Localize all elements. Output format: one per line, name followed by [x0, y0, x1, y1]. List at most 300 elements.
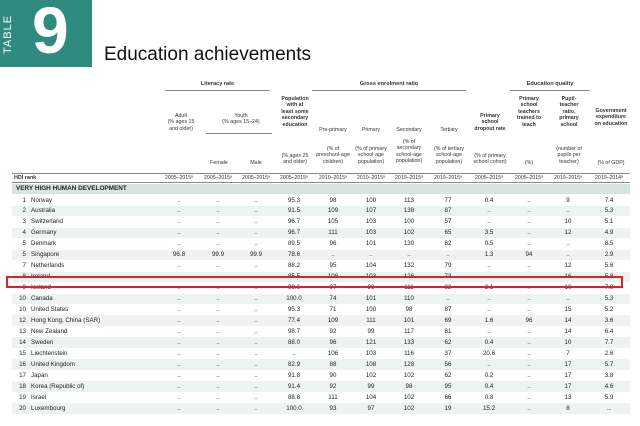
table-cell: 0.8	[484, 393, 494, 401]
table-cell: ..	[566, 207, 570, 215]
table-cell: ..	[527, 295, 531, 303]
table-cell: 117	[404, 327, 414, 335]
hdi-rank: 14	[19, 338, 26, 346]
table-cell: 95	[444, 382, 452, 390]
table-cell: 0.4	[484, 382, 494, 390]
table-cell: ..	[254, 371, 258, 379]
table-cell: 5.1	[604, 218, 614, 226]
table-cell: ..	[254, 306, 258, 313]
col-tertiary-unit: (% of tertiary school-age population)	[433, 146, 465, 165]
table-cell: 0.5	[484, 240, 494, 248]
table-cell: 89.5	[287, 240, 301, 248]
col-tertiary: Tertiary	[440, 127, 458, 133]
year-range: 2010–2015ᵃ	[395, 175, 423, 181]
table-cell: 103	[365, 218, 377, 226]
group-literacy-rate: Literacy rate	[200, 81, 235, 87]
table-cell: ..	[177, 295, 181, 303]
group-quality-rule	[510, 90, 590, 91]
country-name: Luxembourg	[31, 404, 66, 412]
table-cell: ..	[177, 218, 181, 226]
table-cell: 7.7	[604, 338, 614, 346]
group-gross-rule	[312, 90, 466, 91]
country-name: Germany	[31, 229, 57, 237]
table-cell: ..	[177, 349, 181, 357]
table-cell: ..	[527, 196, 531, 204]
table-cell: 13	[564, 393, 572, 401]
table-cell: ..	[527, 371, 531, 379]
hdi-rank: 19	[19, 393, 26, 401]
country-name: New Zealand	[31, 327, 68, 335]
col-primary-unit: (% of primary school-age population)	[355, 146, 387, 165]
table-row	[12, 359, 630, 370]
year-range: 2005–2015ᵃ	[280, 175, 308, 181]
table-cell: 132	[403, 262, 415, 270]
table-cell: 92	[329, 382, 337, 390]
table-cell: ..	[216, 273, 220, 281]
country-name: Hong Kong, China (SAR)	[31, 316, 101, 324]
table-cell: 101	[365, 240, 377, 248]
table-cell: 7.0	[604, 284, 614, 292]
table-cell: 12	[564, 229, 572, 237]
table-cell: 107	[365, 207, 377, 215]
table-cell: ..	[216, 360, 220, 368]
country-name: Canada	[31, 295, 53, 303]
table-cell: 2.1	[484, 284, 494, 292]
hdi-rank: 20	[19, 404, 26, 412]
hdi-rank: 1	[22, 196, 26, 204]
year-range: 2010–2014ᵃ	[595, 175, 623, 181]
table-row	[12, 228, 630, 239]
year-range: 2010–2015ᵃ	[434, 175, 462, 181]
table-cell: ..	[487, 207, 491, 215]
group-literacy-rule	[165, 90, 270, 91]
table-cell: 95	[329, 262, 337, 270]
col-dropout-unit: (% of primary school cohort)	[473, 153, 507, 166]
table-cell: 78.6	[287, 251, 301, 259]
table-cell: ..	[487, 360, 491, 368]
table-cell: ..	[527, 306, 531, 313]
table-cell: ..	[527, 360, 531, 368]
table-cell: ..	[487, 273, 491, 281]
table-cell: 5.2	[604, 306, 614, 313]
table-cell: ..	[527, 229, 531, 237]
table-cell: 102	[403, 229, 415, 237]
table-cell: ..	[216, 393, 220, 401]
table-cell: ..	[177, 196, 181, 204]
table-cell: ..	[527, 262, 531, 270]
table-cell: ..	[407, 251, 411, 259]
table-cell: ..	[487, 295, 491, 303]
table-cell: ..	[527, 382, 531, 390]
hdi-rank: 18	[19, 382, 26, 390]
table-cell: 99	[367, 327, 375, 335]
table-cell: 4.9	[604, 229, 614, 237]
table-cell: 74	[329, 295, 337, 303]
country-name: United States	[31, 306, 69, 313]
col-secondary-population-unit: (% ages 25 and older)	[281, 153, 309, 166]
country-name: Australia	[31, 207, 56, 215]
table-cell: ..	[216, 349, 220, 357]
col-secondary-unit: (% of secondary school-age population)	[395, 139, 423, 165]
table-cell: ..	[254, 273, 258, 281]
table-cell: 82	[444, 284, 452, 292]
country-name: Norway	[31, 196, 52, 204]
table-cell: ..	[254, 327, 258, 335]
table-cell: ..	[177, 229, 181, 237]
table-cell: ..	[177, 262, 181, 270]
year-range: 2005–2015ᵃ	[165, 175, 193, 181]
table-cell: 96	[329, 240, 337, 248]
table-cell: 98	[405, 382, 413, 390]
table-cell: ..	[527, 327, 531, 335]
table-cell: ..	[446, 251, 450, 259]
table-cell: 103	[365, 273, 377, 281]
col-expenditure-unit: (% of GDP)	[597, 160, 625, 166]
table-cell: ..	[216, 404, 220, 412]
table-cell: 15.2	[482, 404, 496, 412]
table-cell: 90	[329, 371, 337, 379]
table-cell: 96.7	[287, 229, 301, 237]
table-cell: 121	[365, 338, 377, 346]
table-cell: 12	[564, 262, 572, 270]
table-cell: 8.5	[604, 240, 614, 248]
table-cell: 10	[564, 284, 572, 292]
year-range: 2005–2015ᵃ	[515, 175, 543, 181]
col-preprimary-unit: (% of preschool-age children)	[316, 146, 350, 165]
year-range: 2005–2015ᵃ	[242, 175, 270, 181]
table-cell: 100	[365, 306, 377, 313]
table-cell: 17	[564, 382, 572, 390]
table-cell: ..	[254, 196, 258, 204]
table-cell: 17	[564, 360, 572, 368]
table-row	[12, 381, 630, 392]
table-cell: 96	[525, 316, 533, 324]
section-header	[12, 184, 630, 194]
col-preprimary: Pre-primary	[319, 127, 347, 133]
country-name: Switzerland	[31, 218, 63, 226]
table-cell: 3.6	[604, 316, 614, 324]
col-dropout: Primary school dropout rate	[474, 113, 506, 132]
table-cell: 111	[328, 393, 338, 401]
table-cell: ..	[177, 360, 181, 368]
table-row	[12, 326, 630, 337]
table-cell: 97	[329, 284, 337, 292]
table-cell: ..	[566, 295, 570, 303]
country-name: Netherlands	[31, 262, 65, 270]
table-row	[12, 392, 630, 403]
table-cell: 65	[444, 229, 452, 237]
table-cell: ..	[254, 382, 258, 390]
table-cell: ..	[527, 284, 531, 292]
table-cell: 103	[365, 349, 377, 357]
year-range: 2005–2015ᵃ	[204, 175, 232, 181]
country-name: Singapore	[31, 251, 60, 259]
table-cell: 87	[444, 306, 452, 313]
table-cell: ..	[527, 404, 531, 412]
table-cell: 88	[329, 360, 337, 368]
table-cell: ..	[292, 349, 296, 357]
table-row	[12, 206, 630, 217]
table-cell: 81	[444, 327, 452, 335]
hdi-rank: 17	[19, 371, 26, 379]
table-cell: ..	[254, 240, 258, 248]
table-cell: 130	[403, 240, 415, 248]
table-cell: ..	[177, 371, 181, 379]
table-row	[12, 294, 630, 305]
table-cell: ..	[487, 262, 491, 270]
table-cell: 5.7	[604, 360, 614, 368]
table-cell: 97	[367, 404, 375, 412]
table-cell: 66	[444, 393, 452, 401]
table-cell: 3.8	[604, 371, 614, 379]
table-cell: ..	[369, 251, 373, 259]
table-cell: 10	[564, 338, 572, 346]
table-cell: ..	[487, 327, 491, 335]
table-cell: 85.5	[287, 273, 301, 281]
table-cell: 104	[365, 393, 377, 401]
table-cell: ..	[177, 240, 181, 248]
table-cell: 100.0	[286, 404, 302, 412]
table-row	[12, 348, 630, 359]
table-row	[12, 261, 630, 272]
youth-rule	[206, 133, 272, 134]
table-row	[12, 239, 630, 250]
table-cell: ..	[254, 338, 258, 346]
table-cell: 93	[329, 404, 337, 412]
table-cell: 0.4	[484, 338, 494, 346]
table-row	[12, 250, 630, 261]
table-cell: ..	[254, 360, 258, 368]
table-cell: ..	[216, 207, 220, 215]
group-gross-enrolment: Gross enrolment ratio	[359, 81, 419, 87]
table-cell: 2.6	[604, 349, 614, 357]
hdi-rank: 12	[19, 316, 26, 324]
table-cell: 95.3	[287, 196, 301, 204]
table-cell: 91.5	[287, 207, 301, 215]
table-cell: ..	[527, 338, 531, 346]
table-cell: 102	[365, 371, 377, 379]
table-cell: ..	[216, 262, 220, 270]
table-cell: 1.3	[484, 251, 494, 259]
table-cell: 99.9	[249, 251, 263, 259]
table-cell: ..	[527, 240, 531, 248]
table-cell: 88.2	[287, 262, 301, 270]
table-cell: 20.6	[482, 349, 496, 357]
table-cell: ..	[254, 295, 258, 303]
table-cell: ..	[254, 349, 258, 357]
table-cell: ..	[527, 273, 531, 281]
table-cell: 111	[404, 284, 414, 292]
table-cell: ..	[254, 316, 258, 324]
table-cell: 99.9	[211, 251, 225, 259]
table-cell: 108	[327, 273, 339, 281]
table-cell: 5.9	[604, 393, 614, 401]
hdi-rank: 10	[19, 295, 26, 303]
table-cell: 0.2	[484, 371, 494, 379]
table-cell: ..	[446, 295, 450, 303]
country-name: United Kingdom	[31, 360, 76, 368]
table-cell: 108	[365, 360, 377, 368]
table-cell: ..	[216, 316, 220, 324]
table-cell: 15	[564, 306, 572, 313]
table-row	[12, 305, 630, 316]
table-cell: 62	[444, 371, 452, 379]
country-name: Liechtenstein	[31, 349, 68, 357]
year-range: 2010–2015ᵃ	[554, 175, 582, 181]
table-cell: ..	[254, 284, 258, 292]
country-name: Korea (Republic of)	[31, 382, 85, 390]
table-cell: ..	[254, 229, 258, 237]
table-cell: 87	[444, 207, 452, 215]
table-cell: ..	[177, 316, 181, 324]
table-cell: ..	[216, 218, 220, 226]
table-cell: 10	[564, 218, 572, 226]
hdi-rank: 3	[22, 218, 26, 226]
table-cell: 73	[444, 273, 452, 281]
hdi-rank: 5	[22, 240, 26, 248]
table-number: 9	[32, 0, 69, 67]
section-label: VERY HIGH HUMAN DEVELOPMENT	[16, 185, 127, 192]
table-cell: 96	[329, 338, 337, 346]
hdi-rank: 5	[22, 251, 26, 259]
table-row	[12, 337, 630, 348]
table-cell: ..	[216, 295, 220, 303]
table-cell: 91.4	[287, 382, 301, 390]
table-cell: ..	[331, 251, 335, 259]
table-cell: ...	[606, 404, 612, 412]
country-name: Japan	[31, 371, 48, 379]
table-cell: 17	[564, 371, 572, 379]
table-cell: ..	[177, 382, 181, 390]
table-cell: 106	[327, 349, 339, 357]
hdi-rank: 2	[22, 207, 26, 215]
table-cell: 101	[365, 295, 377, 303]
table-cell: 69	[444, 316, 452, 324]
table-cell: ..	[254, 218, 258, 226]
table-cell: 111	[328, 229, 338, 237]
table-cell: 88.8	[287, 393, 301, 401]
table-cell: 5.8	[604, 273, 614, 281]
hdi-rank: 4	[22, 229, 26, 237]
table-cell: 138	[403, 207, 415, 215]
col-expenditure: Government expenditure on education	[594, 108, 628, 127]
table-cell: ..	[566, 251, 570, 259]
hdi-rank: 9	[22, 284, 26, 292]
table-cell: 56	[444, 360, 452, 368]
table-cell: 6.4	[604, 327, 614, 335]
col-pupil-teacher-unit: (number of pupils per teacher)	[556, 146, 582, 165]
table-cell: 102	[403, 393, 415, 401]
table-cell: 104	[365, 262, 377, 270]
col-adult: Adult (% ages 15 and older)	[167, 113, 195, 132]
table-cell: ..	[177, 393, 181, 401]
table-cell: 62	[444, 338, 452, 346]
table-cell: 126	[403, 273, 415, 281]
table-cell: 102	[403, 371, 415, 379]
table-cell: 92	[329, 327, 337, 335]
col-pupil-teacher: Pupil- teacher ratio, primary school	[559, 96, 579, 128]
table-cell: 101	[403, 316, 415, 324]
table-cell: 1.6	[484, 316, 494, 324]
table-cell: 116	[404, 349, 414, 357]
table-cell: 5.3	[604, 295, 614, 303]
hdi-rank: 13	[19, 327, 26, 335]
table-cell: 103	[365, 229, 377, 237]
table-cell: 95.3	[287, 306, 301, 313]
table-cell: 109	[327, 316, 339, 324]
table-cell: 77	[444, 196, 452, 204]
table-cell: 98	[329, 196, 337, 204]
table-cell: 14	[564, 327, 572, 335]
table-cell: 2.9	[604, 251, 614, 259]
table-cell: ..	[177, 306, 181, 313]
table-cell: ..	[254, 207, 258, 215]
table-cell: 5.3	[604, 207, 614, 215]
table-row	[12, 315, 630, 326]
table-cell: 37	[444, 349, 452, 357]
table-cell: 82.9	[287, 360, 301, 368]
table-cell: ..	[177, 338, 181, 346]
table-cell: 57	[444, 218, 452, 226]
table-badge	[0, 0, 92, 67]
table-cell: ..	[216, 338, 220, 346]
years-rule	[12, 182, 630, 183]
table-cell: ..	[177, 207, 181, 215]
table-cell: 79	[444, 262, 452, 270]
col-teachers-trained: Primary school teachers trained to teach	[516, 96, 542, 128]
year-range: 2010–2015ᵃ	[357, 175, 385, 181]
table-cell: 14	[564, 316, 572, 324]
year-range: 2005–2015ᵃ	[475, 175, 503, 181]
table-row	[12, 403, 630, 414]
table-cell: 109	[327, 207, 339, 215]
table-cell: 4.6	[604, 382, 614, 390]
table-cell: 82	[444, 240, 452, 248]
table-cell: 9	[566, 196, 570, 204]
table-cell: ..	[216, 306, 220, 313]
table-cell: 19	[444, 404, 452, 412]
hdi-rank-label: HDI rank	[14, 175, 37, 181]
table-cell: ..	[216, 284, 220, 292]
table-cell: 3.5	[484, 229, 494, 237]
table-row	[12, 370, 630, 381]
country-name: Israel	[31, 393, 47, 401]
table-cell: 71	[329, 306, 337, 313]
table-cell: ..	[177, 404, 181, 412]
col-youth: Youth (% ages 15–24)	[222, 113, 260, 126]
table-cell: ..	[566, 240, 570, 248]
table-cell: 100	[365, 196, 377, 204]
table-cell: 110	[404, 295, 414, 303]
table-cell: ..	[216, 240, 220, 248]
table-cell: ..	[527, 349, 531, 357]
hdi-rank: 16	[19, 360, 26, 368]
table-cell: 99	[367, 382, 375, 390]
country-name: Iceland	[31, 284, 51, 292]
table-cell: 77.4	[287, 316, 301, 324]
table-cell: 102	[403, 404, 415, 412]
table-cell: ..	[177, 284, 181, 292]
table-cell: ..	[216, 371, 220, 379]
table-cell: 133	[403, 338, 415, 346]
hdi-rank: 15	[19, 349, 26, 357]
table-cell: 7.4	[604, 196, 614, 204]
col-secondary-population: Population with at least some secondary education	[281, 96, 309, 128]
year-range: 2010–2015ᵃ	[319, 175, 347, 181]
table-cell: ..	[254, 262, 258, 270]
table-cell: 98	[405, 306, 413, 313]
col-secondary: Secondary	[396, 127, 422, 133]
